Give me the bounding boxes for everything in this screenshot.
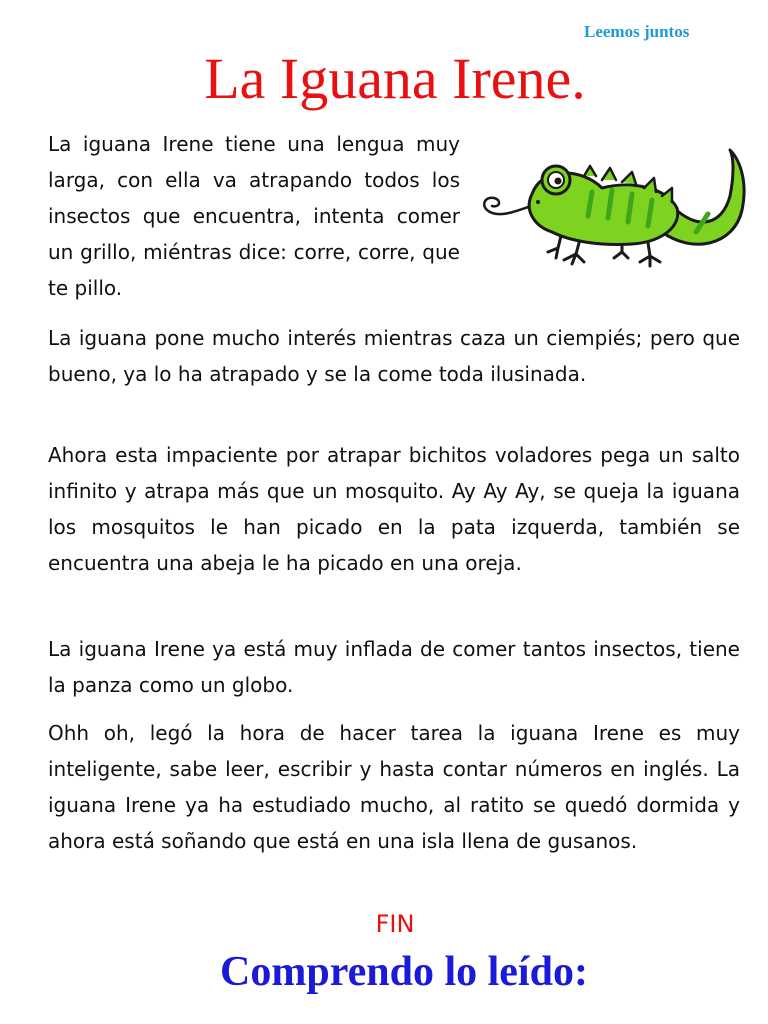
story-paragraph: Ohh oh, legó la hora de hacer tarea la iguana Irene es muy inteligente, sabe leer, escribir y hasta contar números en inglés. La iguana Irene ya ha estudiado mucho, al ratito se quedó dormida y ahora está soñando que está en una isla llena de gusanos. — [48, 721, 740, 853]
end-label: FIN — [375, 910, 415, 938]
iguana-icon — [472, 136, 758, 276]
story-paragraph: La iguana Irene tiene una lengua muy larga, con ella va atrapando todos los insectos que encuentra, intenta comer un grillo, miéntras dice: corre, corre, que te pillo. — [48, 132, 460, 300]
story-paragraph: La iguana pone mucho interés mientras caza un ciempiés; pero que bueno, ya lo ha atrapado y se la come toda ilusinada. — [48, 326, 740, 386]
story-title: La Iguana Irene. — [204, 46, 586, 111]
comprehension-heading: Comprendo lo leído: — [220, 949, 588, 995]
series-label: Leemos juntos — [584, 22, 690, 41]
story-paragraph: La iguana Irene ya está muy inflada de comer tantos insectos, tiene la panza como un globo. — [48, 637, 740, 697]
story-paragraph: Ahora esta impaciente por atrapar bichitos voladores pega un salto infinito y atrapa más que un mosquito. Ay Ay Ay, se queja la iguana los mosquitos le han picado en la pata izquerda, también se encuentra una abeja le ha picado en una oreja. — [48, 443, 740, 575]
